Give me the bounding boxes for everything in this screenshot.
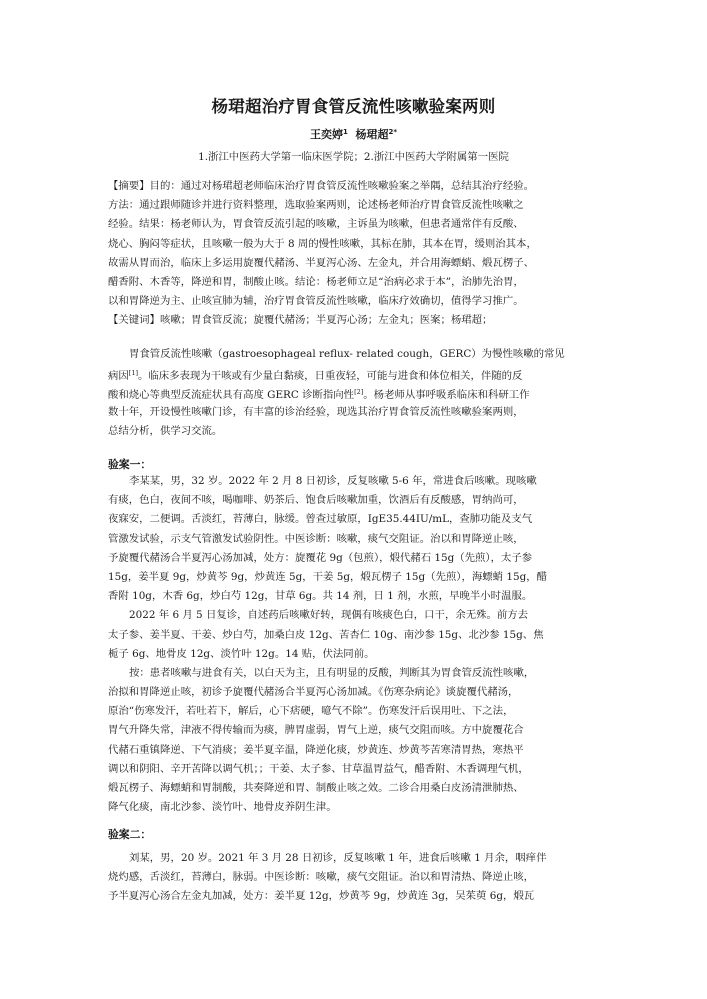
case1-heading: 验案一：	[108, 458, 152, 471]
case2-heading: 验案二：	[108, 828, 152, 841]
paper-title: 杨珺超治疗胃食管反流性咳嗽验案两则	[211, 97, 496, 116]
abstract-line: 故需从胃而治，临床上多运用旋覆代赭汤、半夏泻心汤、左金丸，并合用海螵蛸、煅瓦楞子、	[108, 256, 535, 269]
intro-text: 。临床多表现为干咳或有少量白黏痰，日重夜轻，可能与进食和体位相关，伴随的反	[138, 370, 523, 383]
intro-line: 数十年，开设慢性咳嗽门诊，有丰富的诊治经验，现选其治疗胃食管反流性咳嗽验案两则，	[108, 405, 524, 418]
case1-line: 代赭石重镇降逆、下气消痰；姜半夏辛温，降逆化痰，炒黄连、炒黄芩苦寒清胃热，寒热平	[108, 743, 524, 756]
intro-text: 。杨老师从事呼吸系临床和科研工作	[363, 389, 530, 402]
case1-line: 调以和阴阳、辛开苦降以调气机；；干姜、太子参、甘草温胃益气，醋香附、木香调理气机，	[108, 762, 529, 775]
citation-ref: [1]	[128, 369, 138, 378]
author-affil-mark: 1	[342, 128, 348, 136]
abstract-line: 醋香附、木香等，降逆和胃，制酸止咳。结论：杨老师立足“治病必求于本”，治肺先治胃，	[108, 275, 524, 288]
case1-line: 予旋覆代赭汤合半夏泻心汤加减，处方：旋覆花 9g（包煎），煅代赭石 15g（先煎），太子参	[108, 551, 533, 564]
affiliation: 1.浙江中医药大学第一临床医学院；2.浙江中医药大学附属第一医院	[198, 151, 509, 163]
keywords-line: 【关键词】咳嗽；胃食管反流；旋覆代赭汤；半夏泻心汤；左金丸；医案；杨珺超；	[108, 314, 493, 327]
author-line	[0, 126, 707, 142]
case1-line: 管激发试验，示支气管激发试验阴性。中医诊断：咳嗽，痰气交阻证。治以和胃降逆止咳，	[108, 532, 524, 545]
case2-line: 刘某，男，20 岁。2021 年 3 月 28 日初诊，反复咳嗽 1 年，进食后咳嗽 1 月余，咽痒伴	[129, 852, 547, 864]
case1-line: 太子参、姜半夏、干姜、炒白芍，加桑白皮 12g、苦杏仁 10g、南沙参 15g、北沙参 15g、焦	[108, 628, 544, 641]
case2-line: 予半夏泻心汤合左金丸加减，处方：姜半夏 12g，炒黄芩 9g，炒黄连 3g，吴茱萸 6g，煅瓦	[108, 890, 535, 903]
case1-line: 煅瓦楞子、海螵蛸和胃制酸，共奏降逆和胃、制酸止咳之效。二诊合用桑白皮汤清泄肺热、	[108, 782, 524, 794]
case1-line: 香附 10g，木香 6g，炒白芍 12g，甘草 6g。共 14 剂，日 1 剂，水煎，早晚半小时温服。	[108, 590, 533, 603]
abstract	[108, 177, 603, 331]
case1-line: 治拟和胃降逆止咳，初诊予旋覆代赭汤合半夏泻心汤加减。《伤寒杂病论》谈旋覆代赭汤，	[108, 686, 519, 699]
abstract-line: 方法：通过跟师随诊并进行资料整理，选取验案两则，论述杨老师治疗胃食管反流性咳嗽之	[108, 199, 524, 212]
intro-line	[108, 364, 603, 383]
case2-body	[108, 849, 603, 907]
author-name: 杨珺超	[355, 128, 389, 141]
author-name: 王奕婷	[309, 128, 343, 141]
case1-line: 原治“伤寒发汗，若吐若下，解后，心下痞硬，噫气不除”。伤寒发汗后误用吐、下之法，	[108, 705, 514, 718]
abstract-line: 烧心、胸闷等症状，且咳嗽一般为大于 8 周的慢性咳嗽，其标在肺，其本在胃，缓则治其本，	[108, 237, 537, 250]
author-affil-mark: 2*	[388, 128, 398, 136]
intro-line	[108, 383, 603, 402]
case1-line: 夜寐安，二便调。舌淡红，苔薄白，脉缓。曾查过敏原，IgE35.44IU/mL，查肺功能及支气	[108, 513, 533, 526]
case1-line: 胃气升降失常，津液不得传输而为痰，脾胃虚弱，胃气上逆，痰气交阻而咳。方中旋覆花合	[108, 724, 524, 737]
intro-line: 总结分析，供学习交流。	[108, 424, 223, 437]
abstract-line: 经验。结果：杨老师认为，胃食管反流引起的咳嗽，主诉虽为咳嗽，但患者通常伴有反酸、	[108, 218, 524, 231]
case1-line: 李某某，男，32 岁。2022 年 2 月 8 日初诊，反复咳嗽 5-6 年，常进食后咳嗽。现咳嗽	[129, 475, 537, 487]
case1-body	[108, 472, 603, 817]
case1-line: 2022 年 6 月 5 日复诊，自述药后咳嗽好转，现偶有咳痰色白，口干，余无殊。前方去	[129, 609, 529, 622]
case1-line: 15g，姜半夏 9g，炒黄芩 9g，炒黄连 5g，干姜 5g，煅瓦楞子 15g（先煎），海螵蛸 15g，醋	[108, 570, 548, 583]
case1-line: 按：患者咳嗽与进食有关，以白天为主，且有明显的反酸，判断其为胃食管反流性咳嗽，	[129, 666, 535, 679]
abstract-line: 【摘要】目的：通过对杨珺超老师临床治疗胃食管反流性咳嗽验案之举隅，总结其治疗经验。	[108, 180, 535, 192]
intro-text: 病因	[108, 370, 129, 383]
intro-line: 胃食管反流性咳嗽（gastroesophageal reflux- related cough，GERC）为慢性咳嗽的常见	[129, 348, 565, 360]
case1-line: 降气化痰，南北沙参、淡竹叶、地骨皮养阴生津。	[108, 801, 337, 814]
introduction	[108, 345, 603, 441]
case2-line: 烧灼感，舌淡红，苔薄白，脉弱。中医诊断：咳嗽，痰气交阻证。治以和胃清热、降逆止咳，	[108, 871, 535, 884]
case1-line: 有痰，色白，夜间不咳，喝咖啡、奶茶后、饱食后咳嗽加重，饮酒后有反酸感，胃纳尚可，	[108, 494, 524, 507]
citation-ref: [2]	[354, 388, 364, 397]
abstract-line: 以和胃降逆为主、止咳宣肺为辅，治疗胃食管反流性咳嗽，临床疗效确切，值得学习推广。	[108, 295, 524, 308]
intro-text: 酸和烧心等典型反流症状具有高度 GERC 诊断指向性	[108, 389, 355, 402]
case1-line: 栀子 6g、地骨皮 12g、淡竹叶 12g。14 贴，伏法同前。	[108, 647, 375, 660]
